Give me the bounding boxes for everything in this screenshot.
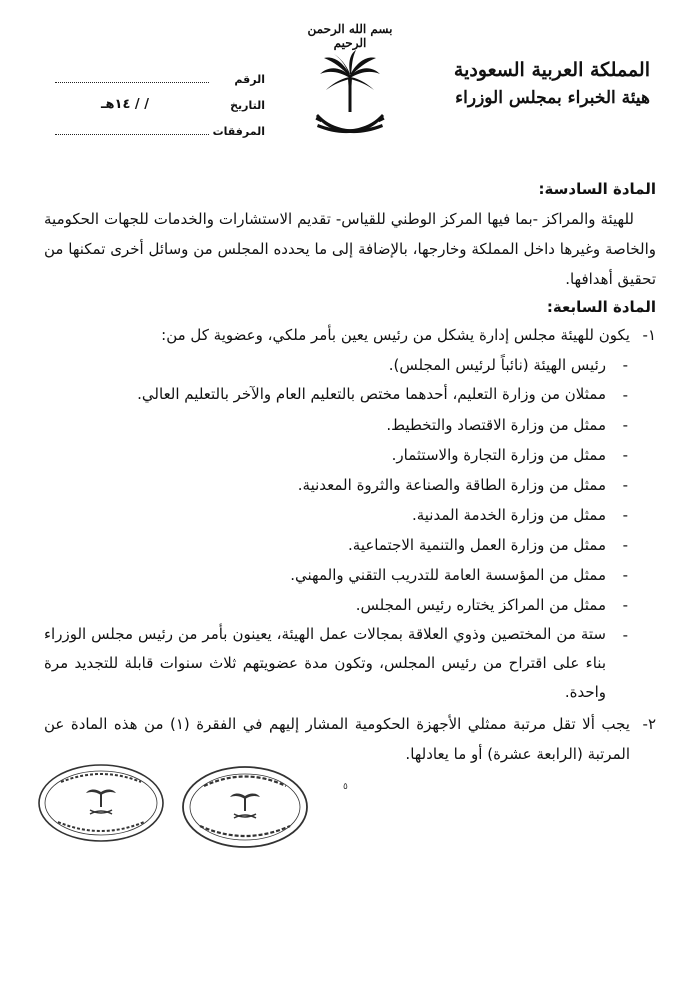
- date-field: [55, 86, 265, 112]
- bullet-dash: -: [622, 566, 628, 584]
- bullet-dash: -: [622, 386, 628, 404]
- clause-1: [44, 320, 656, 350]
- saudi-emblem-icon: [312, 48, 388, 140]
- page-mark: ٥: [343, 782, 348, 792]
- attachments-line: [55, 122, 209, 135]
- header-meta-fields: [55, 60, 265, 138]
- bullet-dash: -: [622, 596, 628, 614]
- member-text: ممثل من المؤسسة العامة للتدريب التقني والمهني.: [290, 566, 606, 584]
- kingdom-name: المملكة العربية السعودية: [453, 59, 650, 81]
- clause-1-number: ١-: [642, 326, 656, 344]
- bullet-dash: -: [622, 536, 628, 554]
- list-item: [44, 500, 628, 530]
- list-item: [44, 440, 628, 470]
- ref-label: الرقم: [234, 73, 265, 86]
- member-text: ممثل من وزارة الخدمة المدنية.: [411, 506, 606, 524]
- bullet-dash: -: [622, 476, 628, 494]
- member-text: ممثل من وزارة الطاقة والصناعة والثروة المعدنية.: [297, 476, 606, 494]
- government-seal-stamp-icon: [36, 762, 166, 844]
- list-item: [44, 380, 628, 410]
- member-text: رئيس الهيئة (نائباً لرئيس المجلس).: [388, 356, 606, 374]
- member-text: ممثل من المراكز يختاره رئيس المجلس.: [355, 596, 606, 614]
- member-text: ممثل من وزارة العمل والتنمية الاجتماعية.: [348, 536, 606, 554]
- bullet-dash: -: [622, 356, 628, 374]
- attachments-field: [55, 112, 265, 138]
- header-organization: [435, 56, 650, 112]
- authority-name: هيئة الخبراء بمجلس الوزراء: [455, 88, 650, 108]
- list-item: [44, 530, 628, 560]
- list-item: [44, 350, 628, 380]
- member-text: ستة من المختصين وذوي العلاقة بمجالات عمل الهيئة، يعينون بأمر من رئيس مجلس الوزراء بناء على اقتراح من رئيس المجلس، وتكون مدة عضويتهم ثلاث سنوات قابلة للتجديد مرة واحدة.: [44, 625, 606, 701]
- article-7-title: المادة السابعة:: [546, 298, 656, 316]
- article-6-text: للهيئة والمراكز -بما فيها المركز الوطني للقياس- تقديم الاستشارات والخدمات للجهات الحكومية والخاصة وغيرها داخل المملكة وخارجها، بالإضافة إلى ما يحدده المجلس من وسائل أخرى تمكنها من تحقيق أهدافها.: [44, 210, 656, 288]
- ref-field: [55, 60, 265, 86]
- date-label: التاريخ: [230, 99, 265, 112]
- member-text: ممثل من وزارة التجارة والاستثمار.: [391, 446, 606, 464]
- experts-commission-seal-stamp-icon: [180, 764, 310, 850]
- list-item: [44, 470, 628, 500]
- clause-2-number: ٢-: [642, 715, 656, 733]
- document-body: [44, 178, 656, 769]
- clause-2: [44, 709, 656, 769]
- ref-line: [55, 70, 209, 83]
- list-item: [44, 410, 628, 440]
- basmala-text: بسم الله الرحمن الرحيم: [307, 22, 393, 50]
- article-6-title: المادة السادسة:: [538, 180, 656, 198]
- board-members-list: [44, 350, 656, 707]
- date-value: / / ١٤هـ: [101, 97, 149, 112]
- attachments-label: المرفقات: [212, 125, 265, 138]
- clause-1-intro: يكون للهيئة مجلس إدارة يشكل من رئيس يعين بأمر ملكي، وعضوية كل من:: [161, 326, 630, 344]
- bullet-dash: -: [622, 626, 628, 644]
- clause-2-text: يجب ألا تقل مرتبة ممثلي الأجهزة الحكومية المشار إليهم في الفقرة (١) من هذه المادة عن المرتبة (الرابعة عشرة) أو ما يعادلها.: [44, 715, 630, 763]
- list-item: [44, 590, 628, 620]
- list-item: [44, 620, 628, 707]
- member-text: ممثلان من وزارة التعليم، أحدهما مختص بالتعليم العام والآخر بالتعليم العالي.: [137, 385, 606, 403]
- bullet-dash: -: [622, 506, 628, 524]
- bullet-dash: -: [622, 416, 628, 434]
- bullet-dash: -: [622, 446, 628, 464]
- list-item: [44, 560, 628, 590]
- member-text: ممثل من وزارة الاقتصاد والتخطيط.: [386, 416, 606, 434]
